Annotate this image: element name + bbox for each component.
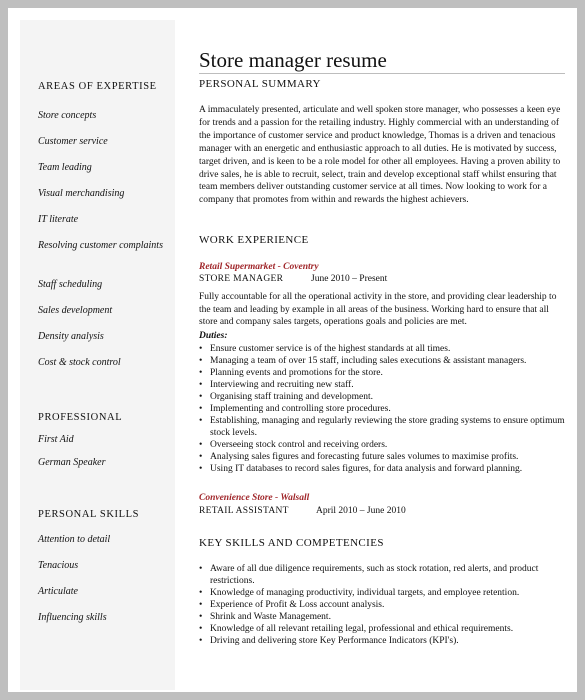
bullet-icon: • [199, 368, 203, 378]
page-border-bottom [0, 692, 585, 700]
expertise-item: Customer service [38, 136, 108, 147]
bullet-icon: • [199, 612, 203, 622]
job1-role-line [199, 274, 387, 284]
skill-item: • Experience of Profit & Loss account analysis. [199, 600, 385, 610]
professional-item: First Aid [38, 434, 74, 445]
key-skills-list [199, 563, 565, 647]
bullet-icon: • [199, 600, 203, 610]
skill-item: • Knowledge of managing productivity, individual targets, and employee retention. [199, 588, 520, 598]
bullet-icon: • [199, 624, 203, 634]
bullet-icon: • [199, 404, 203, 414]
personal-skills-heading: PERSONAL SKILLS [38, 509, 140, 520]
page-border-left [0, 0, 8, 700]
professional-heading: PROFESSIONAL [38, 412, 123, 423]
skill-item: • Driving and delivering store Key Performance Indicators (KPI's). [199, 636, 459, 646]
page-border-right [577, 0, 585, 700]
job1-role: STORE MANAGER [199, 274, 284, 284]
duty-item: • Overseeing stock control and receiving orders. [199, 440, 388, 450]
bullet-icon: • [199, 636, 203, 646]
job2-company: Convenience Store - Walsall [199, 493, 310, 503]
expertise-item: Cost & stock control [38, 357, 121, 368]
personal-summary-heading: PERSONAL SUMMARY [199, 78, 321, 90]
areas-of-expertise-heading: AREAS OF EXPERTISE [38, 81, 157, 92]
job2-role: RETAIL ASSISTANT [199, 506, 289, 516]
job2-dates: April 2010 – June 2010 [316, 506, 406, 516]
bullet-icon: • [199, 588, 203, 598]
expertise-item: Store concepts [38, 110, 97, 121]
job1-company: Retail Supermarket - Coventry [199, 262, 319, 272]
personal-skill-item: Tenacious [38, 560, 79, 571]
expertise-item: IT literate [38, 214, 79, 225]
bullet-icon: • [199, 344, 203, 354]
duties-label: Duties: [199, 331, 228, 341]
skill-item: • Knowledge of all relevant retailing legal, professional and ethical requirements. [199, 624, 514, 634]
bullet-icon: • [199, 392, 203, 402]
duty-item: • Analysing sales figures and forecasting future sales volumes to maximise profits. [199, 452, 519, 462]
bullet-icon: • [199, 440, 203, 450]
duty-item: • Establishing, managing and regularly reviewing the store grading systems to ensure optimum stock levels. [199, 416, 565, 438]
professional-item: German Speaker [38, 457, 106, 468]
duty-item: • Managing a team of over 15 staff, including sales executions & assistant managers. [199, 356, 527, 366]
personal-skill-item: Attention to detail [38, 534, 111, 545]
duty-item: • Interviewing and recruiting new staff. [199, 380, 354, 390]
key-skills-heading: KEY SKILLS AND COMPETENCIES [199, 537, 384, 549]
duty-item: • Organising staff training and development. [199, 392, 373, 402]
job1-dates: June 2010 – Present [311, 274, 388, 284]
duty-item: • Planning events and promotions for the store. [199, 368, 383, 378]
expertise-item: Staff scheduling [38, 279, 103, 290]
duty-item: • Using IT databases to record sales figures, for data analysis and forward planning. [199, 464, 523, 474]
expertise-item: Visual merchandising [38, 188, 125, 199]
work-experience-heading: WORK EXPERIENCE [199, 234, 309, 246]
page-border-top [0, 0, 585, 8]
personal-skill-item: Articulate [38, 586, 78, 597]
expertise-item: Team leading [38, 162, 92, 173]
job1-description: Fully accountable for all the operational activity in the store, and providing clear leadership to the team and leading by example in all areas of the business. Working hard to ensure that all store and company sales targets, operations goals and policies are met. [199, 292, 557, 327]
title-divider [199, 73, 565, 74]
duty-item: • Ensure customer service is of the highest standards at all times. [199, 344, 451, 354]
resume-sidebar [20, 20, 175, 690]
duties-list [199, 343, 565, 475]
skill-item: • Shrink and Waste Management. [199, 612, 331, 622]
bullet-icon: • [199, 452, 203, 462]
bullet-icon: • [199, 356, 203, 366]
page-title: Store manager resume [199, 48, 387, 72]
skill-item: • Aware of all due diligence requirements, such as stock rotation, red alerts, and product restrictions. [199, 564, 539, 586]
job2-role-line [199, 506, 406, 516]
bullet-icon: • [199, 564, 203, 574]
bullet-icon: • [199, 380, 203, 390]
personal-summary-text: A immaculately presented, articulate and well spoken store manager, who possesses a keen eye for trends and a passion for the retailing industry. Highly commercial with an understanding of the importance of customer service and product knowledge, Thomas is a driven and tenacious manager with an energetic and enthusiastic approach to all duties. He is motivated by success, target driven, and is keen to be a role model for other all employees. Having a proven ability to drive sales, he is able to recruit, select, train and develop exceptional staff whilst ensuring that team members deliver outstanding customer service at all times. Now looking to work for a company that promotes from within and rewards the highest achievers. [199, 105, 561, 206]
bullet-icon: • [199, 464, 203, 474]
duty-item: • Implementing and controlling store procedures. [199, 404, 391, 414]
expertise-item: Density analysis [38, 331, 104, 342]
personal-skill-item: Influencing skills [38, 612, 107, 623]
expertise-item: Sales development [38, 305, 113, 316]
bullet-icon: • [199, 416, 203, 426]
expertise-item: Resolving customer complaints [38, 240, 163, 251]
